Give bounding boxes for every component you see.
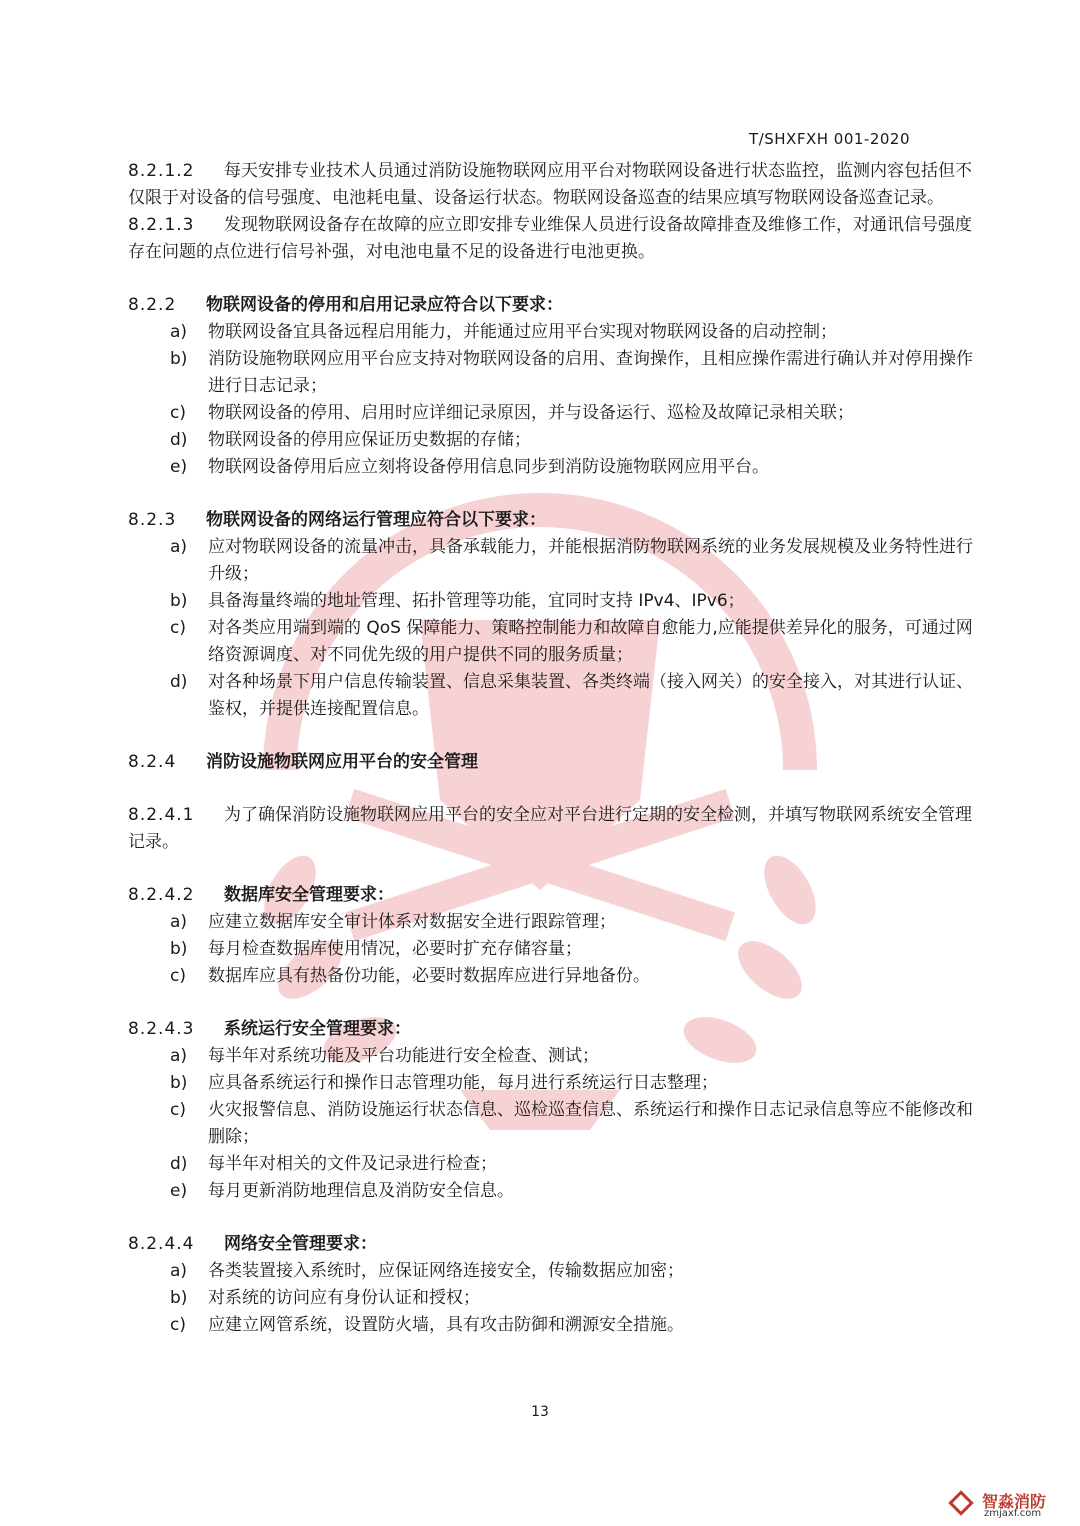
list-marker: c) <box>170 403 186 423</box>
list-marker: a) <box>170 1261 188 1281</box>
list-marker: c) <box>170 966 186 986</box>
list-item-text: 应对物联网设备的流量冲击，具备承载能力，并能根据消防物联网系统的业务发展规模及业务特性进行升级； <box>208 537 973 584</box>
list-item-text: 每半年对系统功能及平台功能进行安全检查、测试； <box>208 1046 599 1066</box>
spacer <box>128 776 973 802</box>
diamond-logo-icon <box>948 1490 973 1515</box>
list-marker: e) <box>170 1181 188 1201</box>
section-number: 8.2.4.2 <box>128 885 195 905</box>
spacer <box>128 990 973 1016</box>
list-marker: b) <box>170 349 188 369</box>
clause-text: 每天安排专业技术人员通过消防设施物联网应用平台对物联网设备进行状态监控，监测内容包括但不仅限于对设备的信号强度、电池耗电量、设备运行状态。物联网设备巡查的结果应填写物联网设备巡查记录。 <box>128 161 972 208</box>
list-item <box>128 1070 973 1097</box>
section-title: 消防设施物联网应用平台的安全管理 <box>206 752 478 772</box>
section-heading-8-2-2 <box>128 292 973 319</box>
list-item-text: 对各种场景下用户信息传输装置、信息采集装置、各类终端（接入网关）的安全接入，对其进行认证、鉴权，并提供连接配置信息。 <box>208 672 973 719</box>
clause-8-2-1-2 <box>128 158 973 212</box>
list-item <box>128 427 973 454</box>
list-item <box>128 346 973 400</box>
list-marker: a) <box>170 912 188 932</box>
list-item-text: 对各类应用端到端的 QoS 保障能力、策略控制能力和故障自愈能力,应能提供差异化的服务，可通过网络资源调度、对不同优先级的用户提供不同的服务质量； <box>208 618 973 665</box>
list-item <box>128 588 973 615</box>
list-item <box>128 1285 973 1312</box>
page-number: 13 <box>531 1404 549 1420</box>
section-heading-8-2-3 <box>128 507 973 534</box>
list-item-text: 应具备系统运行和操作日志管理功能，每月进行系统运行日志整理； <box>208 1073 718 1093</box>
list-item <box>128 454 973 481</box>
section-title: 物联网设备的网络运行管理应符合以下要求： <box>206 510 546 530</box>
list-item <box>128 400 973 427</box>
section-number: 8.2.2 <box>128 295 177 315</box>
document-body <box>128 158 973 1339</box>
list-item-text: 每半年对相关的文件及记录进行检查； <box>208 1154 497 1174</box>
site-logo <box>946 1488 1066 1522</box>
clause-number: 8.2.1.2 <box>128 161 195 181</box>
list-item-text: 物联网设备的停用应保证历史数据的存储； <box>208 430 531 450</box>
section-heading-8-2-4-3 <box>128 1016 973 1043</box>
section-heading-8-2-4-2 <box>128 882 973 909</box>
list-item-text: 应建立数据库安全审计体系对数据安全进行跟踪管理； <box>208 912 616 932</box>
section-title: 网络安全管理要求： <box>224 1234 377 1254</box>
list-item <box>128 1043 973 1070</box>
list-item <box>128 1178 973 1205</box>
list-marker: c) <box>170 618 186 638</box>
list-item <box>128 963 973 990</box>
logo-name: 智淼消防 <box>982 1492 1047 1511</box>
section-number: 8.2.3 <box>128 510 177 530</box>
clause-8-2-4-1 <box>128 802 973 856</box>
list-marker: c) <box>170 1100 186 1120</box>
list-item <box>128 615 973 669</box>
document-code: T/SHXFXH 001-2020 <box>749 130 910 148</box>
list-marker: a) <box>170 322 188 342</box>
list-item <box>128 1312 973 1339</box>
list-item-text: 具备海量终端的地址管理、拓扑管理等功能，宜同时支持 IPv4、IPv6； <box>208 591 745 611</box>
list-item-text: 各类装置接入系统时，应保证网络连接安全，传输数据应加密； <box>208 1261 684 1281</box>
list-item <box>128 1258 973 1285</box>
list-marker: d) <box>170 672 188 692</box>
section-title: 系统运行安全管理要求： <box>224 1019 411 1039</box>
section-heading-8-2-4-4 <box>128 1231 973 1258</box>
list-marker: b) <box>170 1073 188 1093</box>
section-number: 8.2.4.4 <box>128 1234 195 1254</box>
clause-8-2-1-3 <box>128 212 973 266</box>
section-number: 8.2.4 <box>128 752 177 772</box>
list-item-text: 对系统的访问应有身份认证和授权； <box>208 1288 480 1308</box>
section-number: 8.2.4.3 <box>128 1019 195 1039</box>
list-marker: a) <box>170 1046 188 1066</box>
list-item-text: 物联网设备的停用、启用时应详细记录原因，并与设备运行、巡检及故障记录相关联； <box>208 403 854 423</box>
section-title: 数据库安全管理要求： <box>224 885 394 905</box>
spacer <box>128 266 973 292</box>
section-title: 物联网设备的停用和启用记录应符合以下要求： <box>206 295 563 315</box>
list-item-text: 消防设施物联网应用平台应支持对物联网设备的启用、查询操作，且相应操作需进行确认并对停用操作进行日志记录； <box>208 349 973 396</box>
list-marker: c) <box>170 1315 186 1335</box>
list-item <box>128 936 973 963</box>
clause-number: 8.2.1.3 <box>128 215 195 235</box>
list-marker: e) <box>170 457 188 477</box>
list-item-text: 物联网设备停用后应立刻将设备停用信息同步到消防设施物联网应用平台。 <box>208 457 769 477</box>
spacer <box>128 723 973 749</box>
list-marker: d) <box>170 430 188 450</box>
list-item-text: 数据库应具有热备份功能，必要时数据库应进行异地备份。 <box>208 966 650 986</box>
list-item-text: 火灾报警信息、消防设施运行状态信息、巡检巡查信息、系统运行和操作日志记录信息等应不能修改和删除； <box>208 1100 973 1147</box>
list-item-text: 应建立网管系统，设置防火墙，具有攻击防御和溯源安全措施。 <box>208 1315 684 1335</box>
logo-domain: zmjaxf.com <box>984 1508 1042 1519</box>
clause-text: 为了确保消防设施物联网应用平台的安全应对平台进行定期的安全检测，并填写物联网系统安全管理记录。 <box>128 805 972 852</box>
list-marker: b) <box>170 591 188 611</box>
spacer <box>128 856 973 882</box>
list-item-text: 每月更新消防地理信息及消防安全信息。 <box>208 1181 514 1201</box>
list-item-text: 物联网设备宜具备远程启用能力，并能通过应用平台实现对物联网设备的启动控制； <box>208 322 837 342</box>
clause-text: 发现物联网设备存在故障的应立即安排专业维保人员进行设备故障排查及维修工作，对通讯信号强度存在问题的点位进行信号补强，对电池电量不足的设备进行电池更换。 <box>128 215 972 262</box>
list-item <box>128 909 973 936</box>
list-item <box>128 534 973 588</box>
list-marker: a) <box>170 537 188 557</box>
section-heading-8-2-4 <box>128 749 973 776</box>
spacer <box>128 481 973 507</box>
list-marker: d) <box>170 1154 188 1174</box>
clause-number: 8.2.4.1 <box>128 805 195 825</box>
list-marker: b) <box>170 1288 188 1308</box>
list-item <box>128 1097 973 1151</box>
list-item <box>128 1151 973 1178</box>
list-item-text: 每月检查数据库使用情况，必要时扩充存储容量； <box>208 939 582 959</box>
list-item <box>128 669 973 723</box>
list-item <box>128 319 973 346</box>
spacer <box>128 1205 973 1231</box>
list-marker: b) <box>170 939 188 959</box>
